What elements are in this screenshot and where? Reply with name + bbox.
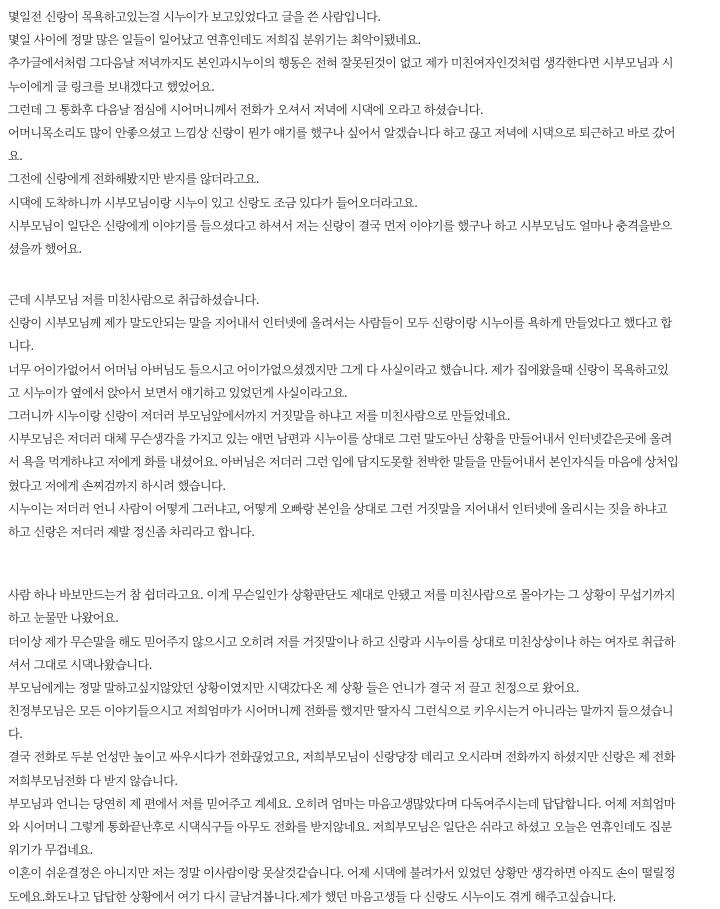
paragraph-1 bbox=[8, 6, 720, 261]
blank-spacer bbox=[8, 544, 720, 584]
text-line: 신랑이 시부모님께 제가 말도안되는 말을 지어내서 인터넷에 올려서는 사람들이 모두 신랑이랑 시누이를 욕하게 만들었다고 했다고 합 bbox=[8, 316, 672, 331]
text-line: 시댁에 도착하니까 시부모님이랑 시누이 있고 신랑도 조금 있다가 들어오더라고요. bbox=[8, 195, 418, 210]
text-line: 시부모님이 일단은 신랑에게 이야기를 들으셨다고 하셔서 저는 신랑이 결국 먼저 이야기를 했구나 하고 시부모님도 얼마나 충격을받으 bbox=[8, 218, 672, 233]
text-line: 추가글에서처럼 그다음날 저녁까지도 본인과시누이의 행동은 전혀 잘못된것이 없고 제가 미친여자인것처럼 생각한다면 시부모님과 시 bbox=[8, 56, 673, 71]
text-line: 하고 신랑은 저더러 제발 정신좀 차리라고 합니다. bbox=[8, 524, 255, 539]
text-line: 그전에 신랑에게 전화해봤지만 받지를 않더라고요. bbox=[8, 172, 260, 187]
text-line: 사람 하나 바보만드는거 참 쉽더라고요. 이게 무슨일인가 상황판단도 제대로 안됐고 저를 미친사람으로 몰아가는 그 상황이 무섭기까지 bbox=[8, 588, 675, 603]
text-line: 요. bbox=[8, 149, 23, 164]
text-line: 몇일전 신랑이 목욕하고있는걸 시누이가 보고있었다고 글을 쓴 사람입니다. bbox=[8, 10, 381, 24]
paragraph-2 bbox=[8, 289, 720, 544]
text-line: 저희부모님전화 다 받지 않습니다. bbox=[8, 773, 178, 788]
paragraph-3 bbox=[8, 584, 720, 909]
text-line: 그러니까 시누이랑 신랑이 저더러 부모님앞에서까지 거짓말을 하냐고 저를 미친사람으로 만들었네요. bbox=[8, 409, 511, 423]
text-line: 더이상 제가 무슨말을 해도 믿어주지 않으시고 오히려 저를 거짓말이나 하고 신랑과 시누이를 상대로 미친상상이나 하는 여자로 취급하 bbox=[8, 634, 675, 649]
text-line: 니다. bbox=[8, 339, 34, 354]
text-line: 시부모님은 저더러 대체 무슨생각을 가지고 있는 애먼 남편과 시누이를 상대로 그런 말도아닌 상황을 만들어내서 인터넷같은곳에 올려 bbox=[8, 432, 672, 447]
text-line: 서 욕을 먹게하냐고 저에게 화를 내셨어요. 아버님은 저더러 그런 입에 담지도못할 천박한 말들을 만들어내서 본인자식들 마음에 상처입 bbox=[8, 455, 679, 470]
text-line: 와 시어머니 그렇게 통화끝난후로 시댁식구들 아무도 전화를 받지않네요. 저희부모님은 일단은 쉬라고 하셨고 오늘은 연휴인데도 집분 bbox=[8, 820, 672, 834]
text-line: 몇일 사이에 정말 많은 일들이 일어났고 연휴인데도 저희집 분위기는 최악이됐네요. bbox=[8, 33, 421, 48]
text-line: 다. bbox=[8, 727, 23, 742]
text-line: 셨을까 했어요. bbox=[8, 241, 82, 256]
text-line: 혔다고 저에게 손찌검까지 하시려 했습니다. bbox=[8, 478, 226, 493]
text-line: 그런데 그 통화후 다음날 점심에 시어머니께서 전화가 오셔서 저녁에 시댁에 오라고 하셨습니다. bbox=[8, 102, 484, 117]
text-line: 근데 시부모님 저를 미친사람으로 취급하셨습니다. bbox=[8, 293, 260, 308]
text-line: 부모님에게는 정말 말하고싶지않았던 상황이였지만 시댁갔다온 제 상황 들은 언니가 결국 저 끌고 친정으로 왔어요. bbox=[8, 680, 579, 695]
text-line: 누이에게 글 링크를 보내겠다고 했었어요. bbox=[8, 79, 215, 94]
blank-spacer bbox=[8, 261, 720, 289]
text-line: 부모님과 언니는 당연히 제 편에서 저를 믿어주고 계세요. 오히려 엄마는 마음고생많았다며 다독여주시는데 답답합니다. 어제 저희엄마 bbox=[8, 796, 675, 811]
text-line: 어머니목소리도 많이 안좋으셨고 느낌상 신랑이 뭔가 얘기를 했구나 싶어서 알겠습니다 하고 끊고 저녁에 시댁으로 퇴근하고 바로 갔어 bbox=[8, 125, 675, 140]
text-line: 너무 어이가없어서 어머님 아버님도 들으시고 어이가없으셨겠지만 그게 다 사실이라고 했습니다. 제가 집에왔을때 신랑이 목욕하고있 bbox=[8, 362, 669, 377]
text-line: 시누이는 저더러 언니 사람이 어떻게 그러냐고, 어떻게 오빠랑 본인을 상대로 그런 거짓말을 지어내서 인터넷에 올리시는 짓을 하냐고 bbox=[8, 501, 668, 516]
text-line: 친정부모님은 모든 이야기들으시고 저희엄마가 시어머니께 전화를 했지만 딸자식 그런식으로 키우시는거 아니라는 말까지 들으셨습니 bbox=[8, 704, 673, 719]
text-line: 셔서 그대로 시댁나왔습니다. bbox=[8, 657, 152, 672]
text-line: 위기가 무겁네요. bbox=[8, 843, 93, 858]
text-line: 도에요.화도나고 답답한 상황에서 여기 다시 글남겨봅니다.제가 했던 마음고생들 다 신랑도 시누이도 겪게 해주고싶습니다. bbox=[8, 889, 616, 904]
text-line: 하고 눈물만 나왔어요. bbox=[8, 611, 119, 626]
text-line: 고 시누이가 옆에서 앉아서 보면서 얘기하고 있었던게 사실이라고요. bbox=[8, 385, 348, 400]
text-line: 결국 전화로 두분 언성만 높이고 싸우시다가 전화끊었고요, 저희부모님이 신랑당장 데리고 오시라며 전화까지 하셨지만 신랑은 제 전화 bbox=[8, 750, 675, 765]
text-line: 이혼이 쉬운결정은 아니지만 저는 정말 이사람이랑 못살것같습니다. 어제 시댁에 불려가서 있었던 상황만 생각하면 아직도 손이 떨릴정 bbox=[8, 866, 675, 881]
